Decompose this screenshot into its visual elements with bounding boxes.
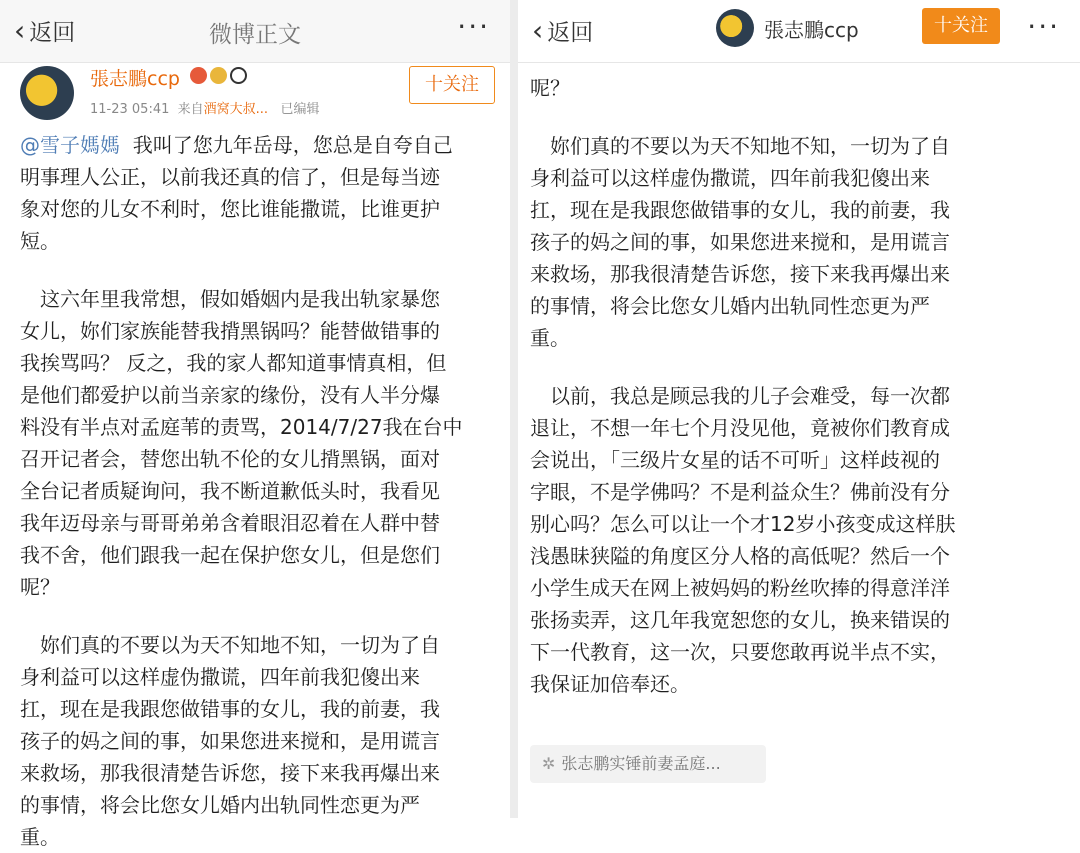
post-body-continued bbox=[530, 72, 1060, 700]
para-2-line: 女儿，妳们家族能替我揹黑锅吗？能替做错事的 bbox=[20, 319, 440, 343]
chevron-left-icon: ‹ bbox=[14, 13, 26, 47]
user-name[interactable]: 張志鵬ccp bbox=[90, 68, 180, 90]
edited-label: 已编辑 bbox=[280, 102, 320, 117]
para-2-line: 退让，不想一年七个月没见他，竟被你们教育成 bbox=[530, 416, 950, 440]
para-2-line: 全台记者质疑询问，我不断道歉低头时，我看见 bbox=[20, 479, 440, 503]
para-1-line: 的事情，将会比您女儿婚内出轨同性恋更为严 bbox=[530, 294, 930, 318]
para-1-line: 孩子的妈之间的事，如果您进来搅和，是用谎言 bbox=[530, 230, 950, 254]
para-2-line: 呢？ bbox=[20, 575, 60, 599]
more-icon[interactable]: ··· bbox=[1027, 10, 1060, 43]
para-3-line: 身利益可以这样虚伪撒谎，四年前我犯傻出来 bbox=[20, 665, 420, 689]
link-icon: ✲ bbox=[542, 754, 556, 773]
para-2-line: 小学生成天在网上被妈妈的粉丝吹捧的得意洋洋 bbox=[530, 576, 950, 600]
para-2-line: 会说出，「三级片女星的话不可听」这样歧视的 bbox=[530, 448, 940, 472]
panel-divider bbox=[510, 0, 518, 818]
avatar[interactable] bbox=[20, 66, 74, 120]
para-2-line: 以前，我总是顾忌我的儿子会难受，每一次都 bbox=[530, 384, 950, 408]
para-2-line: 我挨骂吗？ 反之，我的家人都知道事情真相，但 bbox=[20, 351, 447, 375]
page-title: 微博正文 bbox=[209, 22, 301, 48]
follow-button[interactable]: 十关注 bbox=[922, 8, 1000, 44]
link-card-label: 张志鹏实锤前妻孟庭... bbox=[561, 754, 721, 773]
post-time: 11-23 05:41 bbox=[90, 102, 170, 117]
para-2-line: 我保证加倍奉还。 bbox=[530, 672, 690, 696]
para-1-line: 象对您的儿女不利时，您比谁能撒谎，比谁更护 bbox=[20, 197, 440, 221]
header-user-name[interactable]: 張志鵬ccp bbox=[764, 18, 859, 42]
topic-link-card[interactable] bbox=[530, 745, 766, 783]
back-label: 返回 bbox=[547, 20, 594, 46]
chevron-left-icon: ‹ bbox=[532, 13, 544, 47]
para-2-line: 下一代教育，这一次，只要您敢再说半点不实， bbox=[530, 640, 950, 664]
para-1-line: 短。 bbox=[20, 229, 60, 253]
medal-badge-icon bbox=[210, 67, 227, 84]
para-1-line: 扛，现在是我跟您做错事的女儿，我的前妻，我 bbox=[530, 198, 950, 222]
para-2-line: 我年迈母亲与哥哥弟弟含着眼泪忍着在人群中替 bbox=[20, 511, 440, 535]
para-2-line: 我不舍，他们跟我一起在保护您女儿，但是您们 bbox=[20, 543, 440, 567]
top-nav-bar bbox=[0, 0, 510, 63]
follow-button[interactable]: 十关注 bbox=[409, 66, 495, 104]
para-3-line: 孩子的妈之间的事，如果您进来搅和，是用谎言 bbox=[20, 729, 440, 753]
para-1-line: 妳们真的不要以为天不知地不知，一切为了自 bbox=[530, 134, 950, 158]
post-body bbox=[20, 129, 500, 853]
para-2-line: 别心吗？怎么可以让一个才12岁小孩变成这样肤 bbox=[530, 512, 956, 536]
para-0-line: 呢？ bbox=[530, 76, 570, 100]
source-link[interactable]: 酒窝大叔... bbox=[203, 102, 269, 117]
para-2-line: 浅愚昧狭隘的角度区分人格的高低呢？然后一个 bbox=[530, 544, 950, 568]
para-2-line: 是他们都爱护以前当亲家的缘份，没有人半分爆 bbox=[20, 383, 440, 407]
back-button[interactable] bbox=[532, 14, 593, 47]
para-3-line: 重。 bbox=[20, 825, 60, 849]
para-3-line: 的事情，将会比您女儿婚内出轨同性恋更为严 bbox=[20, 793, 420, 817]
user-badges bbox=[190, 67, 247, 84]
para-3-line: 妳们真的不要以为天不知地不知，一切为了自 bbox=[20, 633, 440, 657]
para-2-line: 张扬卖弄，这几年我宽恕您的女儿，换来错误的 bbox=[530, 608, 950, 632]
panda-badge-icon bbox=[230, 67, 247, 84]
para-1-line: 来救场，那我很清楚告诉您，接下来我再爆出来 bbox=[530, 262, 950, 286]
left-screenshot bbox=[0, 0, 510, 849]
header-avatar[interactable] bbox=[716, 9, 754, 47]
para-2-line: 召开记者会，替您出轨不伦的女儿揹黑锅，面对 bbox=[20, 447, 440, 471]
para-1-line: 重。 bbox=[530, 326, 570, 350]
para-3-line: 来救场，那我很清楚告诉您，接下来我再爆出来 bbox=[20, 761, 440, 785]
para-1-line: 明事理人公正，以前我还真的信了，但是每当迹 bbox=[20, 165, 440, 189]
para-2-line: 这六年里我常想，假如婚姻内是我出轨家暴您 bbox=[20, 287, 440, 311]
vip-badge-icon bbox=[190, 67, 207, 84]
para-1-line-1: @雪子媽媽 我叫了您九年岳母，您总是自夸自己 bbox=[20, 133, 453, 157]
para-1-line: 身利益可以这样虚伪撒谎，四年前我犯傻出来 bbox=[530, 166, 930, 190]
mention-link[interactable]: @雪子媽媽 bbox=[20, 133, 120, 157]
source-prefix: 来自 bbox=[177, 102, 204, 117]
more-icon[interactable]: ··· bbox=[457, 10, 490, 43]
para-2-line: 料没有半点对孟庭苇的责骂，2014/7/27我在台中 bbox=[20, 415, 463, 439]
back-label: 返回 bbox=[29, 20, 76, 46]
post-meta bbox=[90, 98, 319, 117]
para-2-line: 字眼，不是学佛吗？不是利益众生？佛前没有分 bbox=[530, 480, 950, 504]
para-3-line: 扛，现在是我跟您做错事的女儿，我的前妻，我 bbox=[20, 697, 440, 721]
